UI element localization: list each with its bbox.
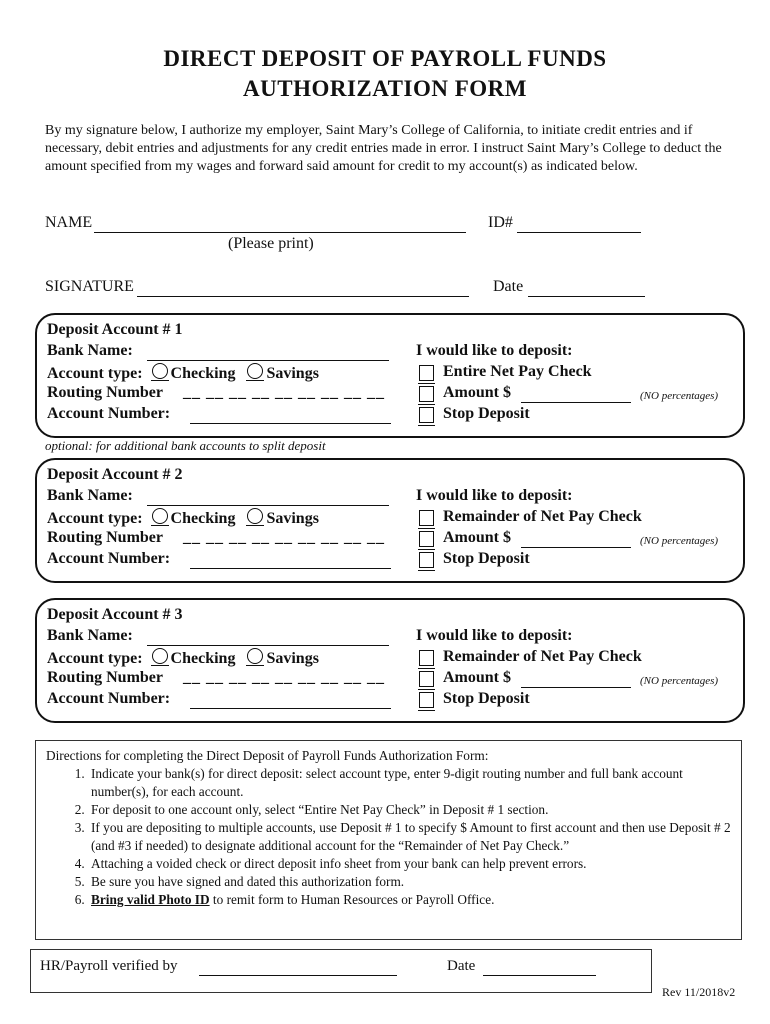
account-title: Deposit Account # 3 <box>47 606 183 623</box>
amount-field[interactable] <box>521 669 631 688</box>
checking-label: Checking <box>170 650 236 667</box>
stop-deposit-checkbox[interactable] <box>419 692 434 708</box>
hr-date-field[interactable] <box>483 958 596 976</box>
directions-list <box>88 765 731 909</box>
please-print-note: (Please print) <box>228 235 314 252</box>
hr-verified-label: HR/Payroll verified by <box>40 958 178 974</box>
checking-label: Checking <box>170 510 236 527</box>
amount-label: Amount $ <box>443 384 512 401</box>
net-pay-option-label: Remainder of Net Pay Check <box>443 648 642 665</box>
date-label: Date <box>493 278 524 295</box>
direction-item: 4. Attaching a voided check or direct deposit info sheet from your bank can help prevent errors. <box>88 855 731 873</box>
direction-item: 2. For deposit to one account only, select “Entire Net Pay Check” in Deposit # 1 section. <box>88 801 731 819</box>
stop-deposit-label: Stop Deposit <box>443 550 530 567</box>
account-title: Deposit Account # 2 <box>47 466 183 483</box>
bank-name-label: Bank Name: <box>47 487 133 504</box>
amount-checkbox[interactable] <box>419 531 434 547</box>
savings-radio[interactable] <box>247 508 263 524</box>
stop-deposit-checkbox[interactable] <box>419 552 434 568</box>
hr-verification-box <box>30 949 652 993</box>
authorization-paragraph: By my signature below, I authorize my employer, Saint Mary’s College of California, to initiate credit entries and if necessary, debit entries and adjustments for any credit entries made in error. I instruct Saint Mary’s College to deduct the amount specified from my wages and forward said amount for credit to my account(s) as indicated below. <box>45 123 722 174</box>
deposit-heading: I would like to deposit: <box>416 487 573 504</box>
deposit-heading: I would like to deposit: <box>416 627 573 644</box>
signature-field[interactable] <box>137 278 469 297</box>
amount-field[interactable] <box>521 384 631 403</box>
savings-label: Savings <box>266 650 319 667</box>
bank-name-field[interactable] <box>147 627 389 646</box>
checking-radio[interactable] <box>152 363 168 379</box>
revision-label: Rev 11/2018v2 <box>662 985 736 999</box>
account-type-label: Account type: <box>47 365 143 382</box>
net-pay-checkbox[interactable] <box>419 510 434 526</box>
no-percentages-note: (NO percentages) <box>640 390 719 402</box>
savings-radio[interactable] <box>247 363 263 379</box>
routing-number-field[interactable]: __ __ __ __ __ __ __ __ __ <box>183 529 385 546</box>
routing-number-label: Routing Number <box>47 669 164 686</box>
direction-item-text: to remit form to Human Resources or Payroll Office. <box>209 892 495 907</box>
stop-deposit-checkbox[interactable] <box>419 407 434 423</box>
account-number-field[interactable] <box>190 690 391 709</box>
amount-field[interactable] <box>521 529 631 548</box>
bank-name-label: Bank Name: <box>47 627 133 644</box>
routing-number-field[interactable]: __ __ __ __ __ __ __ __ __ <box>183 384 385 401</box>
routing-number-label: Routing Number <box>47 384 164 401</box>
account-number-label: Account Number: <box>47 405 171 422</box>
bank-name-field[interactable] <box>147 487 389 506</box>
bank-name-field[interactable] <box>147 342 389 361</box>
direction-item: 3. If you are depositing to multiple accounts, use Deposit # 1 to specify $ Amount to first account and then use Deposit # 2 (and #3 if needed) to designate additional account for the “Remainder of Net Pay Check.” <box>88 819 731 855</box>
deposit-account-2 <box>35 458 745 583</box>
directions-heading: Directions for completing the Direct Deposit of Payroll Funds Authorization Form: <box>46 748 489 763</box>
signature-label: SIGNATURE <box>45 278 134 295</box>
hr-verified-field[interactable] <box>199 958 397 976</box>
account-number-field[interactable] <box>190 405 391 424</box>
name-field[interactable] <box>94 214 466 233</box>
account-type-row <box>47 648 319 668</box>
optional-note: optional: for additional bank accounts to split deposit <box>45 438 326 453</box>
deposit-account-3 <box>35 598 745 723</box>
net-pay-checkbox[interactable] <box>419 365 434 381</box>
amount-checkbox[interactable] <box>419 386 434 402</box>
account-title: Deposit Account # 1 <box>47 321 183 338</box>
stop-deposit-label: Stop Deposit <box>443 690 530 707</box>
direction-item: 5. Be sure you have signed and dated this authorization form. <box>88 873 731 891</box>
savings-radio[interactable] <box>247 648 263 664</box>
account-type-label: Account type: <box>47 650 143 667</box>
deposit-account-1 <box>35 313 745 438</box>
bank-name-label: Bank Name: <box>47 342 133 359</box>
id-field[interactable] <box>517 214 641 233</box>
account-type-label: Account type: <box>47 510 143 527</box>
amount-checkbox[interactable] <box>419 671 434 687</box>
routing-number-label: Routing Number <box>47 529 164 546</box>
direction-item <box>88 891 731 909</box>
account-type-row <box>47 508 319 528</box>
account-type-row <box>47 363 319 383</box>
account-number-label: Account Number: <box>47 550 171 567</box>
checking-radio[interactable] <box>152 648 168 664</box>
checking-label: Checking <box>170 365 236 382</box>
amount-label: Amount $ <box>443 529 512 546</box>
net-pay-option-label: Remainder of Net Pay Check <box>443 508 642 525</box>
photo-id-emphasis: Bring valid Photo ID <box>91 892 210 907</box>
directions-box <box>35 740 742 940</box>
account-number-label: Account Number: <box>47 690 171 707</box>
savings-label: Savings <box>266 510 319 527</box>
savings-label: Savings <box>266 365 319 382</box>
date-field[interactable] <box>528 278 645 297</box>
no-percentages-note: (NO percentages) <box>640 675 719 687</box>
no-percentages-note: (NO percentages) <box>640 535 719 547</box>
net-pay-checkbox[interactable] <box>419 650 434 666</box>
id-label: ID# <box>488 214 513 231</box>
form-title-line2: AUTHORIZATION FORM <box>243 76 527 101</box>
amount-label: Amount $ <box>443 669 512 686</box>
hr-date-label: Date <box>447 958 476 974</box>
account-number-field[interactable] <box>190 550 391 569</box>
name-label: NAME <box>45 214 93 231</box>
checking-radio[interactable] <box>152 508 168 524</box>
form-title-line1: DIRECT DEPOSIT OF PAYROLL FUNDS <box>163 46 607 71</box>
direction-item: 1. Indicate your bank(s) for direct deposit: select account type, enter 9-digit routing number and full bank account number(s), for each account. <box>88 765 731 801</box>
stop-deposit-label: Stop Deposit <box>443 405 530 422</box>
net-pay-option-label: Entire Net Pay Check <box>443 363 592 380</box>
deposit-heading: I would like to deposit: <box>416 342 573 359</box>
routing-number-field[interactable]: __ __ __ __ __ __ __ __ __ <box>183 669 385 686</box>
